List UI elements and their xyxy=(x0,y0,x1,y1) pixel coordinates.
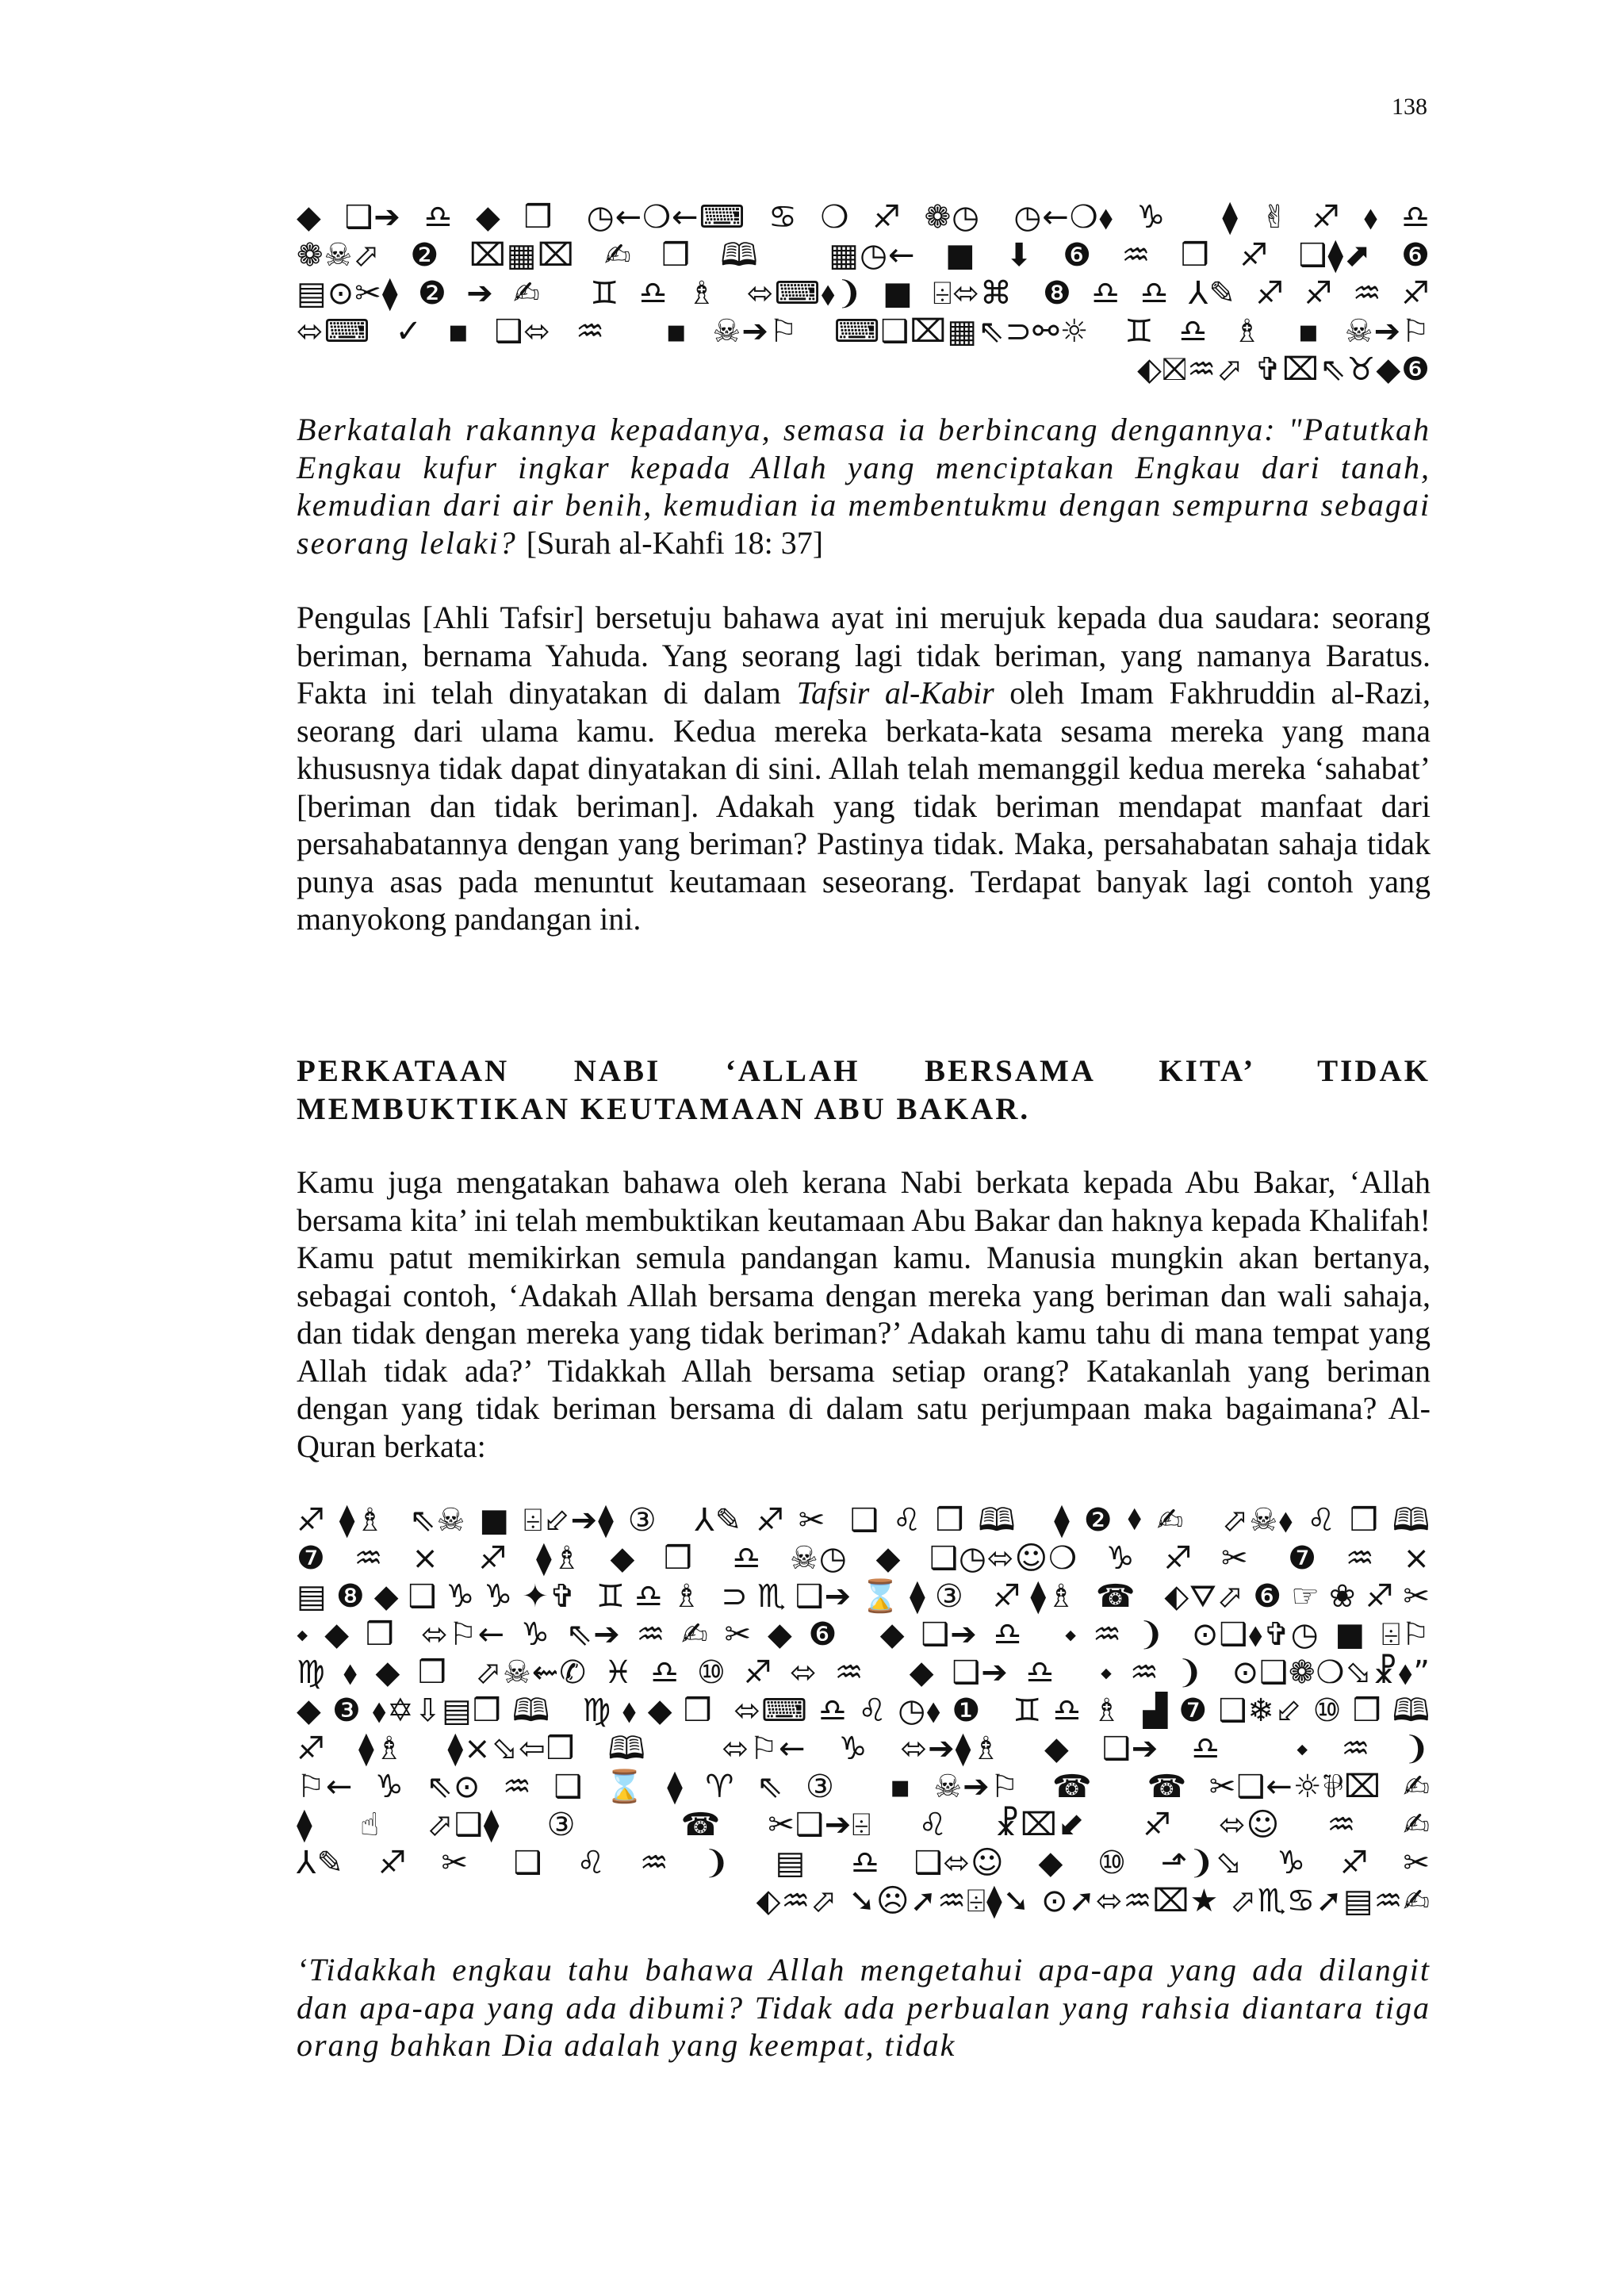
verse-2-glyph-line: ⚐←♑⇖⊙♒❑⌛⧫♈⇖③ ▪☠➔⚐ ☎ ☎✂❑←☼⅌⌧✍ xyxy=(297,1769,1431,1805)
paragraph-1 xyxy=(297,599,1431,938)
verse-1-glyph-line: ⬖⛝♒⬀ ✞⌧⇖♉◆❻ xyxy=(1137,351,1431,388)
verse-1-translation-text: Berkatalah rakannya kepadanya, semasa ia berbincang dengannya: "Patutkah Engkau kufur ingkar kepada Allah yang menciptakan Engkau dari tanah, kemudian dari air benih, kemudian ia membentukmu dengan sempurna sebagai seorang lelaki? xyxy=(297,412,1431,561)
verse-2-glyph-line: ⧫☝⬀❑⧫③ ☎✂❑➔⌹♌☧⌧⬋ ♐⬄☺♒✍ xyxy=(297,1807,1431,1843)
paragraph-2-block xyxy=(297,1163,1431,1465)
verse-2-glyph-line: ⬩◆❒ ⬄⚐←♑⇖➔♒✍✂◆❻ ◆❑➔♎ ⬩♒❩ ⊙❑⬧✞◷■⌹⚐ xyxy=(297,1616,1431,1653)
verse-1-translation-block xyxy=(297,411,1431,562)
verse-1-glyph-line: ▤⊙✂⧫❷➔✍ ♊♎♗ ⬄⌨⬧❩■⌹⬄⌘ ❽♎♎⅄✎♐♐♒♐ xyxy=(297,275,1431,312)
verse-2-glyphs xyxy=(297,1501,1431,1920)
paragraph-2: Kamu juga mengatakan bahawa oleh kerana Nabi berkata kepada Abu Bakar, ‘Allah bersama kita’ ini telah membuktikan keutamaan Abu Bakar dan haknya kepada Khalifah! Kamu patut memikirkan semula pandangan kamu. Manusia mungkin akan bertanya, sebagai contoh, ‘Adakah Allah bersama dengan mereka yang beriman dan wali sahaja, dan tidak dengan mereka yang tidak beriman?’ Adakah kamu tahu di mana tempat yang Allah tidak ada?’ Tidakkah Allah bersama setiap orang? Katakanlah yang beriman dengan yang tidak beriman bersama di dalam satu perjumpaan maka bagaimana? Al-Quran berkata: xyxy=(297,1164,1431,1464)
verse-2-glyph-line: ⬖♒⬀ ➘☹➚♒⌹⧫➘ ⊙➚⬄♒⌧★ ⬀♏♋➚▤♒✍ xyxy=(756,1883,1431,1919)
heading-line-1: PERKATAAN NABI ‘ALLAH BERSAMA KITA’ TIDAK xyxy=(297,1054,1431,1088)
verse-1-glyphs xyxy=(297,198,1431,389)
verse-1-glyph-line: ❁☠⬀❷⌧▦⌧✍❒🕮 ▦◷←■⬇❻♒❒♐❑⧫⬈❻ xyxy=(297,237,1431,274)
paragraph-1-text-b: oleh Imam Fakhruddin al-Razi, seorang dari ulama kamu. Kedua mereka berkata-kata sesama mereka yang mana khususnya tidak dapat dinyatakan di sini. Allah telah memanggil kedua mereka ‘sahabat’ [beriman dan tidak beriman]. Adakah yang tidak beriman mendapat manfaat dari persahabatannya dengan yang beriman? Pastinya tidak. Maka, persahabatan sahaja tidak punya asas pada menuntut keutamaan seseorang. Terdapat banyak lagi contoh yang manyokong pandangan ini. xyxy=(297,675,1431,937)
paragraph-1-block xyxy=(297,599,1431,938)
verse-1-glyph-line: ◆❑➔♎◆❒ ◷←❍←⌨♋❍♐❁◷ ◷←❍⬧♑ ⧫✌♐⬧♎ xyxy=(297,199,1431,236)
verse-1-translation xyxy=(297,411,1431,562)
page-number: 138 xyxy=(1392,94,1427,120)
verse-2-glyph-line: ♐⧫♗ ⇖☠■⌹⬃➔⧫③ ⅄✎♐✂ ❑♌❒🕮 ⧫❷⬧✍ ⬀☠⬧♌❒🕮 xyxy=(297,1502,1431,1539)
verse-2-glyph-line: ◆❸⬧✡⇩▤❒🕮 ♍⬧◆❒ ⬄⌨♎♌◷⬧❶ ♊♎♗ ▟❼❑❄⬃⑩❒🕮 xyxy=(297,1692,1431,1729)
section-heading xyxy=(297,1052,1431,1129)
verse-2-glyph-line: ❼♒× ♐⧫♗◆❒ ♎☠◷◆❑◷⬄☺❍♑♐✂ ❼♒× xyxy=(297,1540,1431,1577)
paragraph-1-text-a: Pengulas [Ahli Tafsir] bersetuju bahawa ayat ini merujuk kepada dua saudara: seorang beriman, bernama Yahuda. Yang seorang lagi tidak beriman, yang namanya Baratus. Fakta ini telah dinyatakan di dalam xyxy=(297,600,1431,711)
heading-line-2: MEMBUKTIKAN KEUTAMAAN ABU BAKAR. xyxy=(297,1092,1031,1126)
verse-2-translation: ‘Tidakkah engkau tahu bahawa Allah mengetahui apa-apa yang ada dilangit dan apa-apa yang ada dibumi? Tidak ada perbualan yang rahsia diantara tiga orang bahkan Dia adalah yang keempat, tidak xyxy=(297,1952,1431,2063)
verse-2-glyph-line: ⅄✎♐✂ ❑♌♒❩ ▤ ♎❑⬄☺◆⑩⬏❩⬂♑♐✂ xyxy=(297,1845,1431,1881)
heading-text xyxy=(297,1052,1431,1129)
verse-2-translation-block xyxy=(297,1951,1431,2064)
tafsir-title: Tafsir al-Kabir xyxy=(796,675,994,711)
verse-2-glyph-line: ♐⧫♗ ⧫×⬂⇦❒🕮 ⬄⚐←♑⬄➔⧫♗ ◆❑➔♎ ⬩♒❩ xyxy=(297,1731,1431,1767)
verse-1-reference: [Surah al-Kahfi 18: 37] xyxy=(526,524,824,561)
verse-1-glyph-line: ⬄⌨✓▪❑⬄♒ ▪☠➔⚐ ⌨❑⌧▦⇖⊃⚯☼ ♊♎♗ ▪☠➔⚐ xyxy=(297,313,1431,350)
verse-2-glyph-line: ♍⬧◆❒ ⬀☠⇜✆♓♎⑩♐⬄♒ ◆❑➔♎ ⬩♒❩ ⊙❑❁❍⬂☧⬧” xyxy=(297,1654,1431,1691)
verse-2-glyph-line: ▤❽◆❑♑♑✦✞ ♊♎♗ ⊃♏❑➔⌛⧫③ ♐⧫♗ ☎ ⬖⛛⬀❻☞❀♐✂ xyxy=(297,1578,1431,1615)
